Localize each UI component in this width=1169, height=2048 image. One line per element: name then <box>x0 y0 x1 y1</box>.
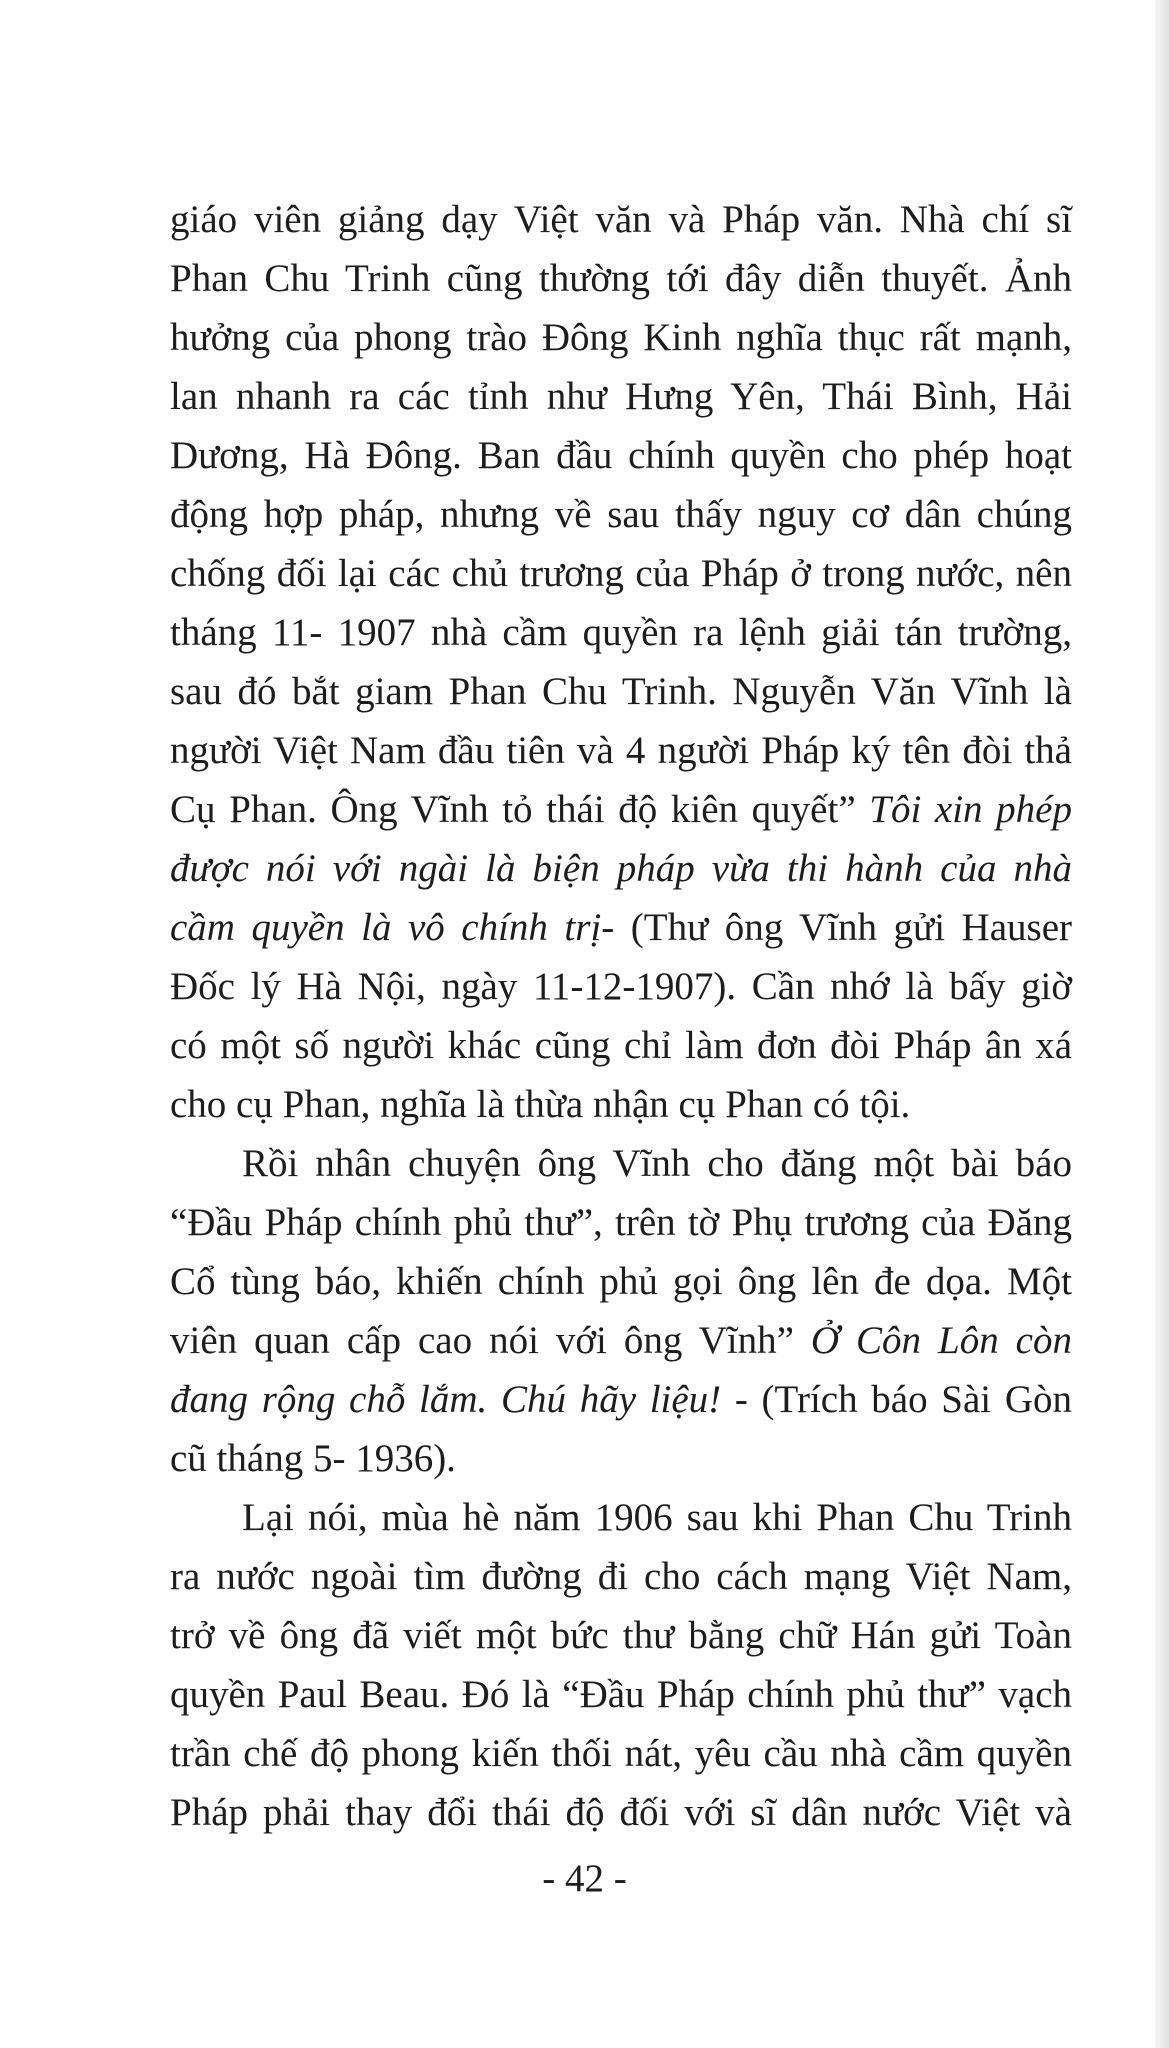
text-line <box>170 898 1072 957</box>
text-line: người Việt Nam đầu tiên và 4 người Pháp ký tên đòi thả <box>170 729 1072 772</box>
text-line: động hợp pháp, nhưng về sau thấy nguy cơ dân chúng <box>170 493 1072 536</box>
text-line: cho cụ Phan, nghĩa là thừa nhận cụ Phan có tội. <box>170 1083 911 1126</box>
text-line: hưởng của phong trào Đông Kinh nghĩa thục rất mạnh, <box>170 316 1072 359</box>
text-line: có một số người khác cũng chỉ làm đơn đòi Pháp ân xá <box>170 1024 1072 1067</box>
italic-quote: Ở Côn Lôn còn <box>810 1319 1072 1362</box>
text-line: lan nhanh ra các tỉnh như Hưng Yên, Thái Bình, Hải <box>170 375 1072 418</box>
text-line: tháng 11- 1907 nhà cầm quyền ra lệnh giải tán trường, <box>170 611 1072 654</box>
text-line: Cổ tùng báo, khiến chính phủ gọi ông lên đe dọa. Một <box>170 1260 1072 1303</box>
text-line: trở về ông đã viết một bức thư bằng chữ Hán gửi Toàn <box>170 1614 1072 1657</box>
text-line: cũ tháng 5- 1936). <box>170 1437 456 1480</box>
text-line: “Đầu Pháp chính phủ thư”, trên tờ Phụ trương của Đăng <box>170 1201 1072 1244</box>
text-line: ra nước ngoài tìm đường đi cho cách mạng Việt Nam, <box>170 1555 1072 1598</box>
page-edge-shadow <box>1155 0 1169 2048</box>
italic-quote: được nói với ngài là biện pháp vừa thi hành của nhà <box>170 847 1072 890</box>
text-line <box>170 839 1072 898</box>
text-fragment: Cụ Phan. Ông Vĩnh tỏ thái độ kiên quyết” <box>170 788 870 831</box>
text-line <box>170 1370 1072 1429</box>
italic-quote: đang rộng chỗ lắm. Chú hãy liệu! <box>170 1378 722 1421</box>
italic-quote: cầm quyền là vô chính trị- <box>170 906 615 949</box>
page-number: - 42 - <box>542 1857 627 1900</box>
text-line <box>170 780 1072 839</box>
body-text <box>170 190 1072 1842</box>
text-fragment: (Thư ông Vĩnh gửi Hauser <box>614 906 1072 949</box>
text-line: Phan Chu Trinh cũng thường tới đây diễn thuyết. Ảnh <box>170 257 1072 300</box>
paragraph-first-line: Rồi nhân chuyện ông Vĩnh cho đăng một bài báo <box>242 1142 1072 1185</box>
text-line: sau đó bắt giam Phan Chu Trinh. Nguyễn Văn Vĩnh là <box>170 670 1072 713</box>
text-line: Pháp phải thay đổi thái độ đối với sĩ dân nước Việt và <box>170 1791 1072 1834</box>
text-line: Dương, Hà Đông. Ban đầu chính quyền cho phép hoạt <box>170 434 1072 477</box>
text-line: trần chế độ phong kiến thối nát, yêu cầu nhà cầm quyền <box>170 1732 1072 1775</box>
text-line: giáo viên giảng dạy Việt văn và Pháp văn. Nhà chí sĩ <box>170 198 1072 241</box>
text-line: chống đối lại các chủ trương của Pháp ở trong nước, nên <box>170 552 1072 595</box>
text-fragment: - (Trích báo Sài Gòn <box>721 1378 1072 1421</box>
italic-quote: Tôi xin phép <box>869 788 1072 831</box>
text-line <box>170 1311 1072 1370</box>
text-fragment: viên quan cấp cao nói với ông Vĩnh” <box>170 1319 811 1362</box>
paragraph-first-line: Lại nói, mùa hè năm 1906 sau khi Phan Chu Trinh <box>242 1496 1072 1539</box>
text-line: quyền Paul Beau. Đó là “Đầu Pháp chính phủ thư” vạch <box>170 1673 1072 1716</box>
text-line: Đốc lý Hà Nội, ngày 11-12-1907). Cần nhớ là bấy giờ <box>170 965 1072 1008</box>
